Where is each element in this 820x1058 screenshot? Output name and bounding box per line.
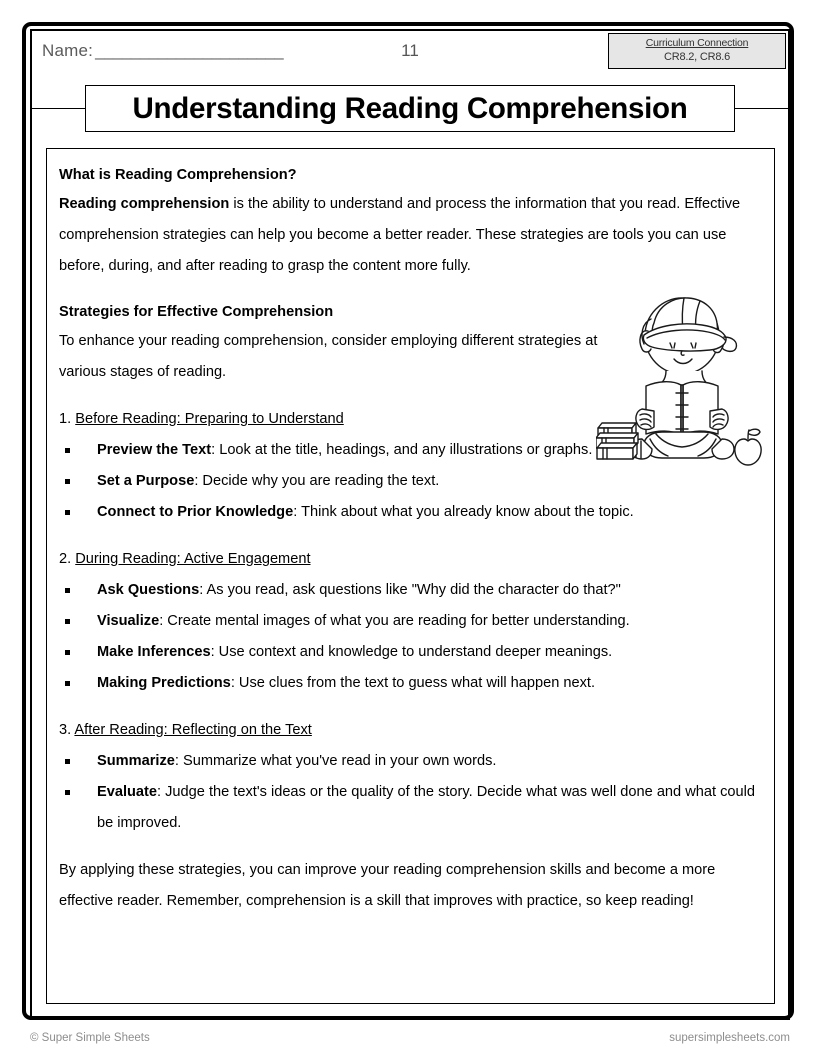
intro-paragraph [59, 189, 760, 282]
list-item [59, 637, 760, 668]
intro-paragraph-rest: is the ability to understand and process the information that you read. Effective comprehension strategies can help you become a better reader. These strategies are tools you can use before, during, and after reading to grasp the content more fully. [59, 196, 741, 274]
item-term: Make Inferences [97, 644, 211, 660]
bullet-square-icon [65, 510, 70, 515]
item-desc: : Judge the text's ideas or the quality of the story. Decide what was well done and what could be improved. [97, 784, 755, 831]
section-heading-2 [59, 544, 760, 575]
item-desc: : Think about what you already know about the topic. [293, 504, 634, 520]
list-item [59, 746, 760, 777]
section-title-1: Before Reading: Preparing to Understand [75, 411, 344, 427]
section-list-1 [59, 435, 760, 528]
item-term: Preview the Text [97, 442, 212, 458]
item-desc: : Summarize what you've read in your own words. [174, 753, 497, 769]
page-title: Understanding Reading Comprehension [132, 91, 688, 125]
section-title-2: During Reading: Active Engagement [75, 551, 311, 567]
intro-heading: What is Reading Comprehension? [59, 167, 297, 183]
bullet-square-icon [65, 448, 70, 453]
section-heading-1 [59, 404, 760, 435]
worksheet-header [32, 31, 788, 79]
item-desc: : Look at the title, headings, and any illustrations or graphs. [211, 442, 593, 458]
footer-website: supersimplesheets.com [669, 1032, 790, 1044]
item-term: Visualize [97, 613, 160, 629]
item-term: Evaluate [97, 784, 158, 800]
section-number-3: 3. [59, 722, 72, 738]
list-item [59, 435, 760, 466]
bullet-square-icon [65, 619, 70, 624]
section-list-3 [59, 746, 760, 839]
worksheet-title-box [85, 85, 735, 132]
item-term: Set a Purpose [97, 473, 195, 489]
list-item [59, 466, 760, 497]
item-desc: : Create mental images of what you are reading for better understanding. [159, 613, 630, 629]
list-item [59, 777, 760, 839]
strategies-intro-paragraph: To enhance your reading comprehension, consider employing different strategies at various stages of reading. [59, 333, 598, 380]
list-item [59, 497, 760, 528]
name-label: Name: [42, 41, 94, 60]
item-desc: : Decide why you are reading the text. [194, 473, 440, 489]
section-number-2: 2. [59, 551, 72, 567]
list-item [59, 668, 760, 699]
intro-bold-lead: Reading comprehension [59, 196, 230, 212]
closing-paragraph: By applying these strategies, you can improve your reading comprehension skills and become a more effective reader. Remember, comprehension is a skill that improves with practice, so keep reading! [59, 862, 716, 909]
list-item [59, 606, 760, 637]
footer-copyright: © Super Simple Sheets [30, 1032, 150, 1044]
section-number-1: 1. [59, 411, 72, 427]
bullet-square-icon [65, 650, 70, 655]
section-heading-3 [59, 715, 760, 746]
section-list-2 [59, 575, 760, 699]
curriculum-connection-title: Curriculum Connection [645, 37, 749, 49]
item-desc: : As you read, ask questions like "Why did the character do that?" [199, 582, 621, 598]
bullet-square-icon [65, 790, 70, 795]
list-item [59, 575, 760, 606]
curriculum-connection-codes: CR8.2, CR8.6 [663, 51, 731, 63]
item-desc: : Use clues from the text to guess what will happen next. [230, 675, 596, 691]
item-term: Summarize [97, 753, 175, 769]
bullet-square-icon [65, 681, 70, 686]
bullet-square-icon [65, 759, 70, 764]
worksheet-content-box [46, 148, 775, 1004]
curriculum-connection-badge [608, 33, 786, 69]
name-blank-line: _____________________ [95, 41, 284, 60]
item-desc: : Use context and knowledge to understand deeper meanings. [210, 644, 613, 660]
item-term: Ask Questions [97, 582, 200, 598]
page-footer [0, 1032, 820, 1054]
page-number: 11 [401, 41, 419, 60]
title-rule-left [32, 108, 86, 109]
strategies-heading: Strategies for Effective Comprehension [59, 304, 334, 320]
bullet-square-icon [65, 588, 70, 593]
section-title-3: After Reading: Reflecting on the Text [74, 722, 312, 738]
item-term: Making Predictions [97, 675, 231, 691]
title-rule-right [734, 108, 788, 109]
item-term: Connect to Prior Knowledge [97, 504, 294, 520]
bullet-square-icon [65, 479, 70, 484]
